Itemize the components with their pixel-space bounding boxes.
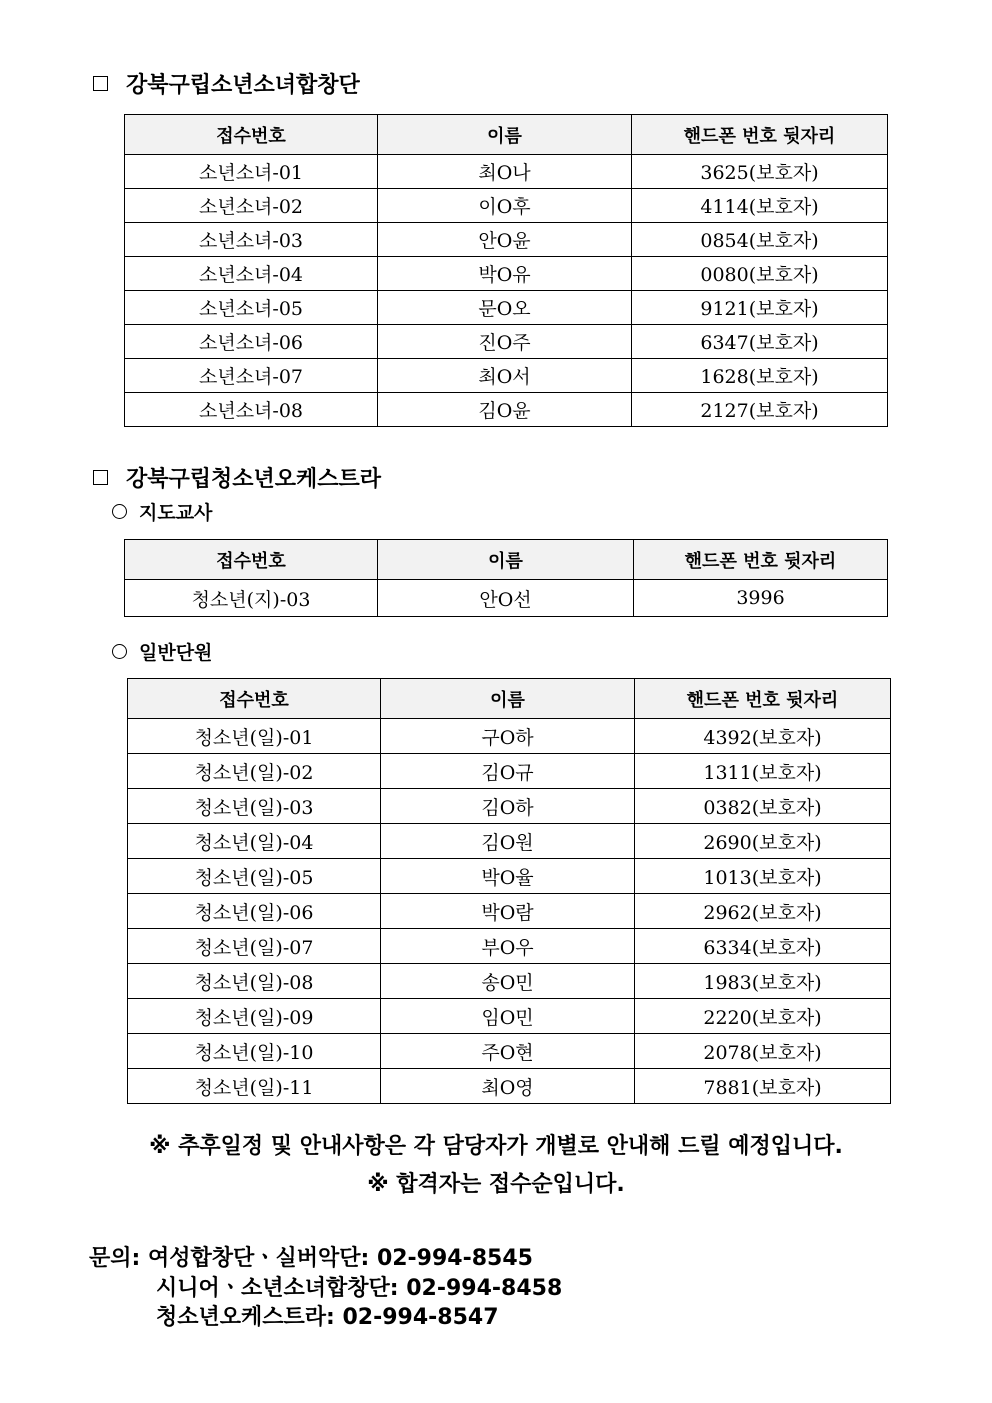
cell-receipt-no: 청소년(일)-07 — [128, 929, 381, 964]
table-row — [128, 1034, 891, 1069]
square-bullet-icon — [93, 470, 108, 485]
table-row — [128, 929, 891, 964]
cell-phone: 6334(보호자) — [635, 929, 891, 964]
cell-name: 임O민 — [381, 999, 635, 1034]
cell-name: 박O유 — [378, 257, 632, 291]
section-title-choir — [93, 68, 360, 99]
cell-phone: 0382(보호자) — [635, 789, 891, 824]
cell-receipt-no: 청소년(일)-08 — [128, 964, 381, 999]
cell-receipt-no: 소년소녀-04 — [125, 257, 378, 291]
section-title-orchestra — [93, 462, 381, 493]
header-phone: 핸드폰 번호 뒷자리 — [635, 679, 891, 719]
table-row — [128, 894, 891, 929]
table-header-row — [125, 540, 888, 580]
cell-phone: 0854(보호자) — [632, 223, 888, 257]
cell-name: 진O주 — [378, 325, 632, 359]
cell-receipt-no: 청소년(일)-06 — [128, 894, 381, 929]
table-row — [128, 1069, 891, 1104]
teacher-table — [124, 539, 888, 617]
cell-receipt-no: 청소년(일)-11 — [128, 1069, 381, 1104]
cell-name: 김O윤 — [378, 393, 632, 427]
cell-name: 김O하 — [381, 789, 635, 824]
cell-phone: 1311(보호자) — [635, 754, 891, 789]
cell-phone: 2078(보호자) — [635, 1034, 891, 1069]
cell-receipt-no: 소년소녀-05 — [125, 291, 378, 325]
table-row — [128, 859, 891, 894]
header-name: 이름 — [378, 115, 632, 155]
header-receipt-no: 접수번호 — [125, 115, 378, 155]
cell-phone: 2220(보호자) — [635, 999, 891, 1034]
cell-receipt-no: 청소년(일)-02 — [128, 754, 381, 789]
subsection-title-teacher — [112, 498, 212, 525]
cell-receipt-no: 소년소녀-02 — [125, 189, 378, 223]
cell-name: 최O영 — [381, 1069, 635, 1104]
cell-phone: 2690(보호자) — [635, 824, 891, 859]
cell-name: 박O람 — [381, 894, 635, 929]
table-header-row — [125, 115, 888, 155]
cell-name: 주O현 — [381, 1034, 635, 1069]
table-header-row — [128, 679, 891, 719]
table-row — [125, 223, 888, 257]
cell-phone: 0080(보호자) — [632, 257, 888, 291]
table-row — [125, 189, 888, 223]
cell-phone: 6347(보호자) — [632, 325, 888, 359]
cell-receipt-no: 청소년(일)-03 — [128, 789, 381, 824]
cell-receipt-no: 청소년(일)-04 — [128, 824, 381, 859]
cell-name: 김O원 — [381, 824, 635, 859]
cell-phone: 1983(보호자) — [635, 964, 891, 999]
general-table — [127, 678, 891, 1104]
cell-phone: 3996 — [634, 580, 888, 617]
contact-line-2: 시니어ㆍ소년소녀합창단: 02-994-8458 — [156, 1276, 563, 1301]
cell-name: 박O율 — [381, 859, 635, 894]
cell-phone: 3625(보호자) — [632, 155, 888, 189]
cell-name: 부O우 — [381, 929, 635, 964]
table-row — [128, 964, 891, 999]
cell-name: 구O하 — [381, 719, 635, 754]
cell-name: 송O민 — [381, 964, 635, 999]
table-row — [128, 719, 891, 754]
circle-bullet-icon — [112, 644, 127, 659]
cell-phone: 2127(보호자) — [632, 393, 888, 427]
contact-line-1: 문의: 여성합창단ㆍ실버악단: 02-994-8545 — [89, 1246, 533, 1271]
note-schedule: ※ 추후일정 및 안내사항은 각 담당자가 개별로 안내해 드릴 예정입니다. — [149, 1134, 843, 1159]
cell-receipt-no: 소년소녀-08 — [125, 393, 378, 427]
choir-table — [124, 114, 888, 427]
cell-receipt-no: 청소년(일)-10 — [128, 1034, 381, 1069]
cell-name: 안O선 — [378, 580, 634, 617]
cell-phone: 1013(보호자) — [635, 859, 891, 894]
cell-receipt-no: 소년소녀-01 — [125, 155, 378, 189]
cell-name: 최O나 — [378, 155, 632, 189]
header-name: 이름 — [378, 540, 634, 580]
table-row — [128, 789, 891, 824]
cell-phone: 4392(보호자) — [635, 719, 891, 754]
header-phone: 핸드폰 번호 뒷자리 — [634, 540, 888, 580]
cell-phone: 2962(보호자) — [635, 894, 891, 929]
cell-receipt-no: 청소년(일)-05 — [128, 859, 381, 894]
table-row — [128, 754, 891, 789]
cell-phone: 9121(보호자) — [632, 291, 888, 325]
note-acceptance: ※ 합격자는 접수순입니다. — [367, 1172, 625, 1197]
cell-receipt-no: 소년소녀-07 — [125, 359, 378, 393]
square-bullet-icon — [93, 76, 108, 91]
header-receipt-no: 접수번호 — [128, 679, 381, 719]
table-row — [125, 359, 888, 393]
table-row — [125, 580, 888, 617]
cell-name: 김O규 — [381, 754, 635, 789]
teacher-label: 지도교사 — [139, 502, 213, 524]
cell-phone: 1628(보호자) — [632, 359, 888, 393]
orchestra-title: 강북구립청소년오케스트라 — [126, 467, 382, 492]
table-row — [125, 393, 888, 427]
subsection-title-general — [112, 638, 212, 665]
choir-title: 강북구립소년소녀합창단 — [126, 73, 360, 98]
cell-name: 이O후 — [378, 189, 632, 223]
header-name: 이름 — [381, 679, 635, 719]
contact-line-3: 청소년오케스트라: 02-994-8547 — [156, 1305, 499, 1330]
cell-phone: 4114(보호자) — [632, 189, 888, 223]
cell-receipt-no: 청소년(일)-01 — [128, 719, 381, 754]
cell-receipt-no: 소년소녀-03 — [125, 223, 378, 257]
general-label: 일반단원 — [139, 642, 213, 664]
table-row — [125, 155, 888, 189]
cell-receipt-no: 소년소녀-06 — [125, 325, 378, 359]
table-row — [128, 999, 891, 1034]
circle-bullet-icon — [112, 504, 127, 519]
cell-name: 안O윤 — [378, 223, 632, 257]
header-receipt-no: 접수번호 — [125, 540, 378, 580]
cell-name: 문O오 — [378, 291, 632, 325]
cell-phone: 7881(보호자) — [635, 1069, 891, 1104]
table-row — [125, 325, 888, 359]
table-row — [125, 257, 888, 291]
cell-name: 최O서 — [378, 359, 632, 393]
table-row — [125, 291, 888, 325]
table-row — [128, 824, 891, 859]
header-phone: 핸드폰 번호 뒷자리 — [632, 115, 888, 155]
cell-receipt-no: 청소년(지)-03 — [125, 580, 378, 617]
cell-receipt-no: 청소년(일)-09 — [128, 999, 381, 1034]
